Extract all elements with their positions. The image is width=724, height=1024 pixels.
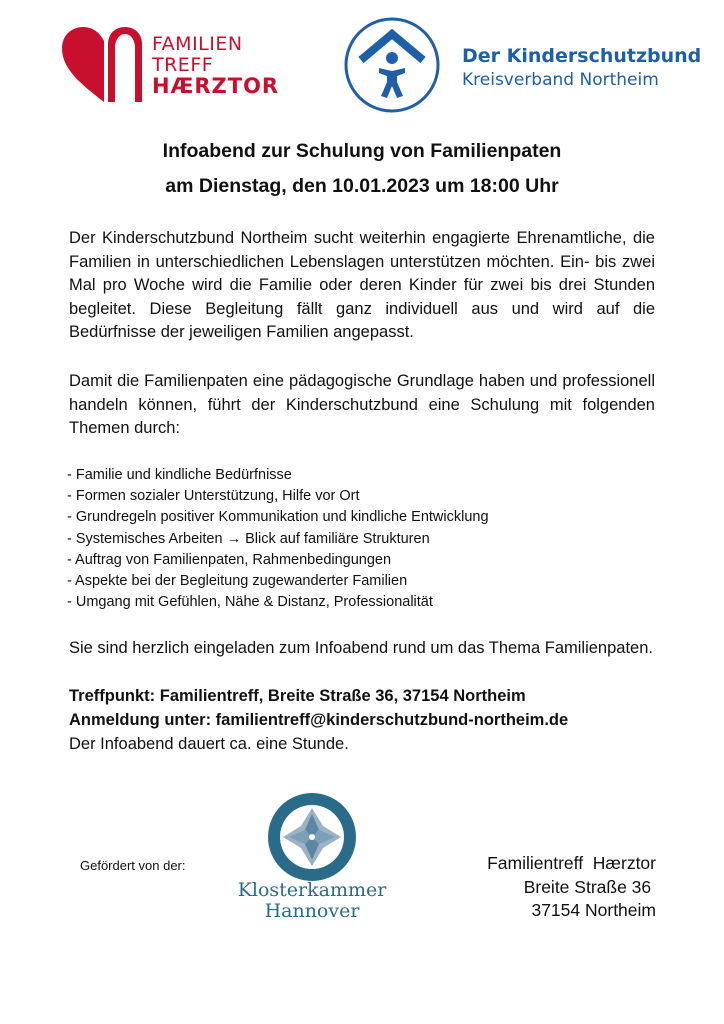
klosterkammer-emblem-icon bbox=[265, 790, 359, 884]
logo-text-haerztor: HÆRZTOR bbox=[152, 74, 280, 98]
kk-line-1: Klosterkammer bbox=[237, 879, 387, 901]
logo-text-treff: TREFF bbox=[152, 54, 214, 76]
topic-item: - Systemisches Arbeiten → Blick auf familiäre Strukturen bbox=[67, 530, 430, 547]
topic-item: - Aspekte bei der Begleitung zugewanderter Familien bbox=[67, 573, 408, 590]
ksb-name: Der Kinderschutzbund bbox=[462, 45, 702, 67]
registration-info: Anmeldung unter: familientreff@kinderschutzbund-northeim.de bbox=[69, 711, 569, 729]
kinderschutzbund-logo bbox=[343, 16, 441, 114]
topic-item: - Familie und kindliche Bedürfnisse bbox=[67, 467, 292, 483]
address-line: Breite Straße 36 bbox=[523, 876, 656, 897]
klosterkammer-logo bbox=[265, 790, 359, 884]
invitation-paragraph: Sie sind herzlich eingeladen zum Infoabend rund um das Thema Familienpaten. bbox=[69, 639, 653, 657]
funded-by-label: Gefördert von der: bbox=[80, 858, 186, 873]
logo-text-familien: FAMILIEN bbox=[152, 33, 243, 55]
topic-item: - Formen sozialer Unterstützung, Hilfe vor Ort bbox=[67, 488, 360, 505]
topic-item: - Grundregeln positiver Kommunikation und kindliche Entwicklung bbox=[67, 509, 489, 526]
familientreff-logo bbox=[60, 24, 300, 110]
address-line: Familientreff Hærztor bbox=[487, 853, 656, 873]
intro-paragraph: Der Kinderschutzbund Northeim sucht weiterhin engagierte Ehrenamtliche, die Familien in unterschiedlichen Lebenslagen unterstützen möchten. Ein- bis zwei Mal pro Woche wird die Familie oder deren Kinder für zwei bis drei Stunden begleitet. Diese Begleitung fällt ganz individuell aus und wird auf die Bedürfnisse der jeweiligen Familien angepasst. bbox=[69, 229, 655, 341]
topic-list bbox=[67, 465, 489, 613]
title-line-1: Infoabend zur Schulung von Familienpaten bbox=[162, 140, 562, 162]
address-line: 37154 Northeim bbox=[531, 900, 656, 920]
title-line-2: am Dienstag, den 10.01.2023 um 18:00 Uhr bbox=[165, 175, 559, 197]
kinderschutzbund-wordmark bbox=[462, 44, 701, 92]
heart-door-icon bbox=[60, 24, 150, 104]
topic-item: - Auftrag von Familienpaten, Rahmenbedingungen bbox=[67, 551, 392, 568]
klosterkammer-wordmark bbox=[222, 880, 402, 922]
ksb-subtitle: Kreisverband Northeim bbox=[462, 70, 659, 90]
training-paragraph: Damit die Familienpaten eine pädagogische Grundlage haben und professionell handeln können, führt der Kinderschutzbund eine Schulung mit folgenden Themen durch: bbox=[69, 372, 655, 437]
meeting-point: Treffpunkt: Familientreff, Breite Straße 36, 37154 Northeim bbox=[69, 687, 526, 705]
topic-item: - Umgang mit Gefühlen, Nähe & Distanz, Professionalität bbox=[67, 594, 433, 611]
duration-info: Der Infoabend dauert ca. eine Stunde. bbox=[69, 735, 349, 753]
child-roof-icon bbox=[343, 16, 441, 114]
address-block bbox=[487, 852, 656, 923]
kk-line-2: Hannover bbox=[264, 900, 360, 922]
